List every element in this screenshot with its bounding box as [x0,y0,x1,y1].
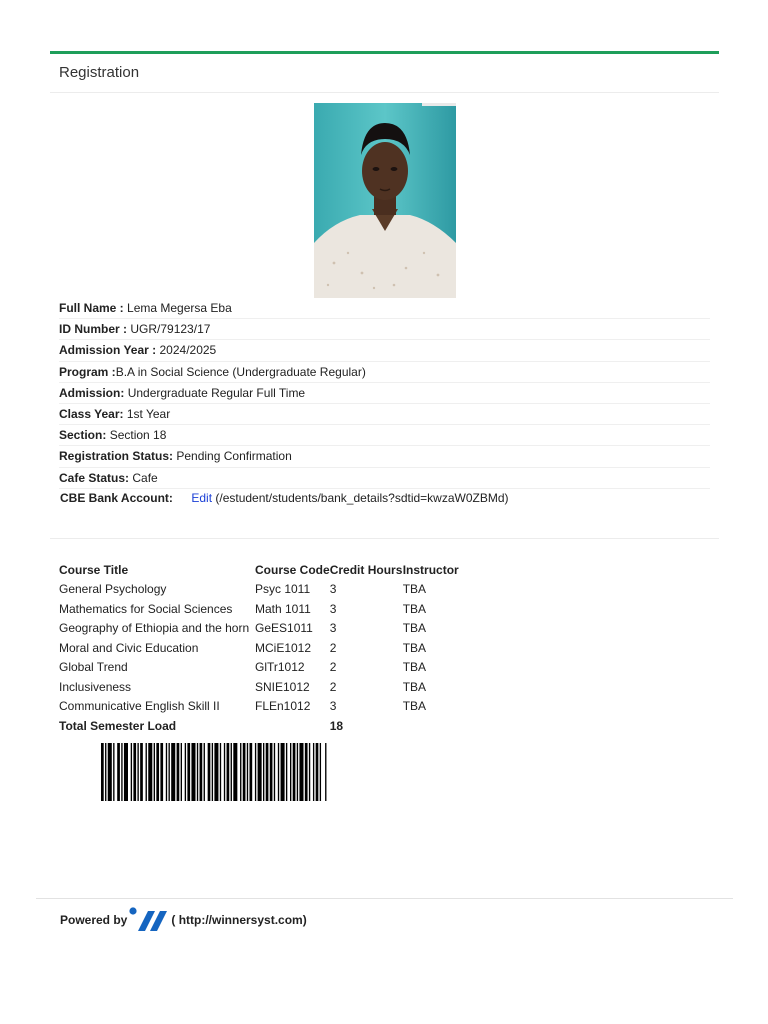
course-title: Inclusiveness [59,679,132,694]
instructor: TBA [402,679,427,694]
total-empty-2 [403,716,463,736]
cafe-status-value: Cafe [132,470,158,485]
bank-account-label: CBE Bank Account: [60,491,173,505]
total-empty [255,716,330,736]
table-row [59,599,463,619]
barcode-bar [286,743,287,801]
barcode-bar [177,743,180,801]
edit-bank-link[interactable]: Edit [191,491,213,505]
admission-year-row [59,340,710,361]
student-photo [314,103,456,298]
registration-status-value: Pending Confirmation [176,449,292,464]
bank-account-row [60,491,509,505]
course-code: Math 1011 [255,601,311,616]
barcode-bar [160,743,163,801]
barcode-bar [247,743,248,801]
barcode-bar [181,743,182,801]
barcode-bar [320,743,321,801]
instructor: TBA [402,601,427,616]
barcode-bar [191,743,195,801]
barcode-bar [305,743,308,801]
barcode-bar [204,743,205,801]
section-label: Section: [59,428,107,443]
table-row [59,697,463,717]
barcode-bar [274,743,275,801]
registration-status-label: Registration Status: [59,449,174,464]
barcode-bar [290,743,291,801]
id-number-value: UGR/79123/17 [130,322,211,337]
barcode-bar [133,743,136,801]
barcode-bar [258,743,262,801]
course-title: Moral and Civic Education [59,640,199,655]
barcode-bar [108,743,112,801]
barcode-bar [255,743,256,801]
footer [60,905,307,935]
barcode-bar [156,743,159,801]
course-title: Mathematics for Social Sciences [59,601,233,616]
course-code: FLEn1012 [255,699,311,714]
full-name-value: Lema Megersa Eba [127,301,232,315]
barcode-bar [124,743,128,801]
barcode-bar [148,743,152,801]
barcode-bar [121,743,122,801]
full-name-row [59,298,710,319]
course-title: Global Trend [59,660,128,675]
table-row [59,658,463,678]
total-value: 18 [329,718,344,733]
full-name-label: Full Name : [59,301,124,315]
barcode-bar [169,743,170,801]
registration-status-row [59,446,710,467]
barcode-bar [297,743,298,801]
id-number-label: ID Number : [59,322,128,337]
header-instructor: Instructor [402,562,459,577]
program-value: B.A in Social Science (Undergraduate Regular) [115,364,366,379]
class-year-label: Class Year: [59,406,124,421]
barcode-bar [200,743,203,801]
course-code: Psyc 1011 [255,582,311,597]
barcode-bar [227,743,230,801]
barcode-bar [113,743,114,801]
barcode-bar [325,743,326,801]
powered-by-label: Powered by [60,913,128,927]
barcode-bar [243,743,246,801]
barcode-bar [146,743,147,801]
barcode-bar [231,743,232,801]
table-row [59,638,463,658]
barcode-bar [185,743,186,801]
barcode-bar [154,743,155,801]
class-year-row [59,404,710,425]
header-course-code: Course Code [255,562,330,577]
credit-hours: 2 [329,679,337,694]
registration-card [50,51,719,93]
powered-by-site: ( http://winnersyst.com) [171,913,307,927]
course-code: GeES1011 [255,621,313,636]
barcode-bar [197,743,198,801]
program-label: Program : [59,364,116,379]
course-code: SNIE1012 [255,679,310,694]
course-table [59,560,463,736]
admission-label: Admission: [59,385,125,400]
barcode-bar [250,743,253,801]
student-info [59,298,710,489]
table-header-row [59,560,463,580]
class-year-value: 1st Year [126,406,171,421]
barcode-bar [140,743,143,801]
barcode-bar [220,743,221,801]
course-code: GlTr1012 [255,660,305,675]
barcode-bar [309,743,310,801]
admission-year-value: 2024/2025 [159,343,217,358]
barcode-bar [240,743,241,801]
table-row [59,580,463,600]
table-row [59,677,463,697]
admission-year-label: Admission Year : [59,343,157,358]
instructor: TBA [402,640,427,655]
barcode-bar [214,743,218,801]
barcode-bar [171,743,175,801]
credit-hours: 3 [329,699,337,714]
admission-value: Undergraduate Regular Full Time [127,385,306,400]
barcode-bar [105,743,106,801]
total-row [59,716,463,736]
header-credit-hours: Credit Hours [329,562,403,577]
cafe-status-row [59,468,710,489]
barcode-bar [316,743,319,801]
barcode-bar [208,743,211,801]
cafe-status-label: Cafe Status: [59,470,130,485]
barcode-bar [313,743,314,801]
program-row [59,362,710,383]
credit-hours: 2 [329,660,337,675]
barcode-bar [293,743,296,801]
winners-logo-icon[interactable] [129,905,169,936]
footer-divider [36,898,733,899]
barcode-bar [281,743,285,801]
section-row [59,425,710,446]
credit-hours: 3 [329,621,337,636]
barcode-bar [137,743,138,801]
instructor: TBA [402,699,427,714]
page-title: Registration [50,54,719,93]
registration-barcode [101,743,417,801]
table-row [59,619,463,639]
credit-hours: 3 [329,582,337,597]
barcode-bar [131,743,132,801]
barcode-bar [233,743,237,801]
course-title: General Psychology [59,582,167,597]
barcode-bar [166,743,167,801]
course-title: Geography of Ethiopia and the horn [59,621,250,636]
bank-edit-path: (/estudent/students/bank_details?sdtid=kwzaW0ZBMd) [215,491,509,505]
barcode-bar [224,743,225,801]
barcode-bar [266,743,269,801]
section-value: Section 18 [109,428,167,443]
course-code: MCiE1012 [255,640,312,655]
credit-hours: 2 [329,640,337,655]
section-divider [50,538,719,539]
instructor: TBA [402,660,427,675]
header-course-title: Course Title [59,562,129,577]
credit-hours: 3 [329,601,337,616]
instructor: TBA [402,621,427,636]
total-label: Total Semester Load [59,718,177,733]
barcode-bar [187,743,190,801]
admission-row [59,383,710,404]
id-number-row [59,319,710,340]
course-title: Communicative English Skill II [59,699,220,714]
instructor: TBA [402,582,427,597]
barcode-bar [212,743,213,801]
barcode-bar [263,743,264,801]
barcode-bar [117,743,120,801]
barcode-bar [278,743,279,801]
barcode-bar [101,743,104,801]
barcode-bar [270,743,273,801]
barcode-bar [299,743,303,801]
